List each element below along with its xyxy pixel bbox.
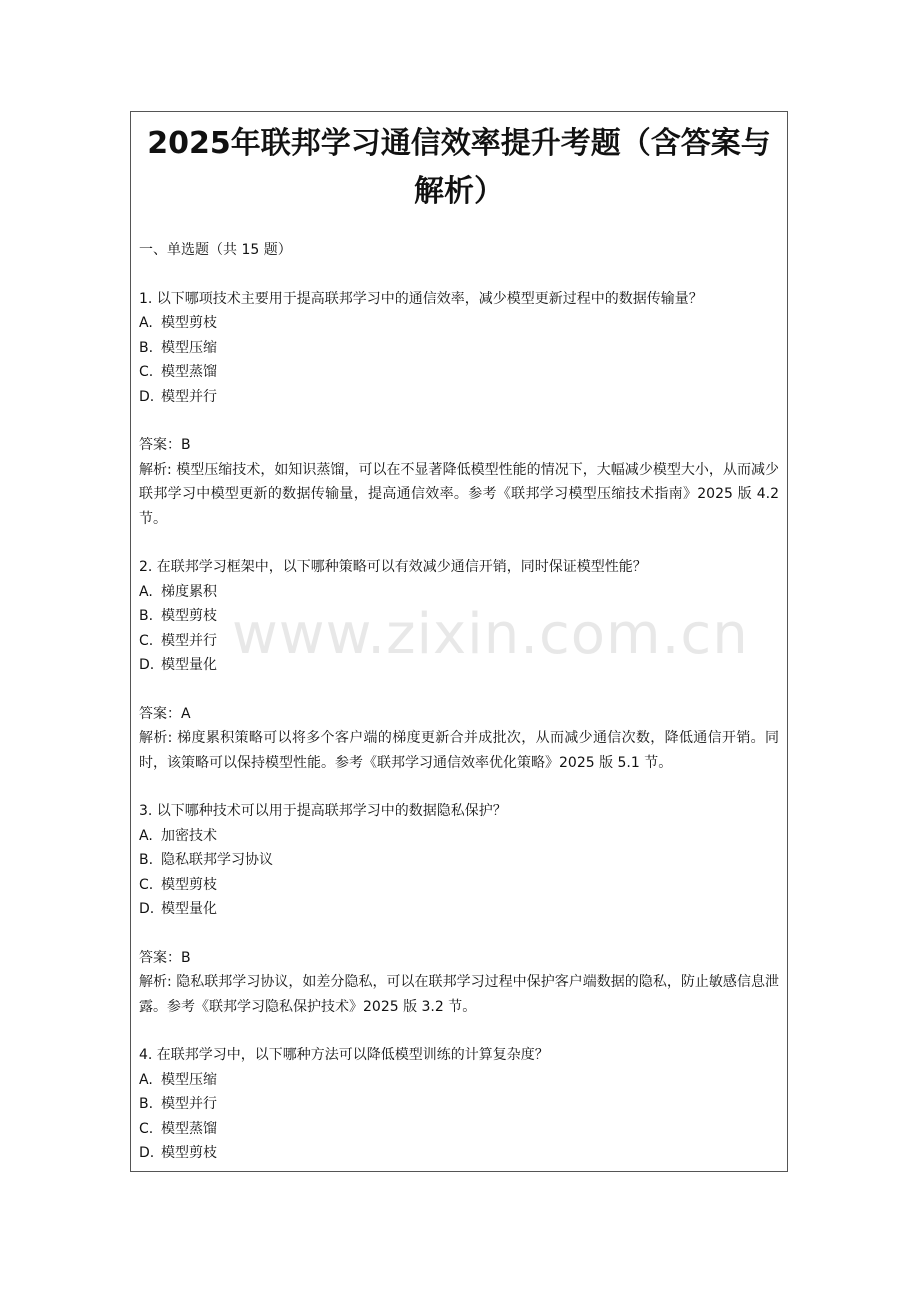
option-letter: C. [139,632,154,649]
question-stem: 2. 在联邦学习框架中，以下哪种策略可以有效减少通信开销，同时保证模型性能？ [139,559,647,575]
option-a [139,1068,779,1093]
option-c [139,360,779,385]
option-letter: B. [139,339,154,356]
option-text: 模型压缩 [161,1071,217,1088]
option-letter: C. [139,364,154,380]
option-d [139,1141,779,1166]
option-text: 模型量化 [161,901,217,917]
question-4 [139,1043,779,1166]
answer-text: 答案：A [139,705,191,722]
option-c [139,873,779,898]
option-letter: D. [139,657,155,673]
option-letter: C. [139,876,154,893]
option-letter: D. [139,388,155,405]
question-stem: 1. 以下哪项技术主要用于提高联邦学习中的通信效率，减少模型更新过程中的数据传输量？ [139,290,703,307]
option-text: 模型量化 [161,657,217,673]
option-text: 模型剪枝 [161,876,217,893]
option-text: 模型压缩 [161,339,217,356]
option-text: 模型并行 [161,632,217,649]
question-2 [139,555,779,775]
option-text: 模型并行 [161,388,217,405]
option-letter: D. [139,1145,155,1161]
question-3 [139,799,779,1019]
question-1 [139,287,779,532]
question-stem: 4. 在联邦学习中，以下哪种方法可以降低模型训练的计算复杂度？ [139,1047,549,1063]
option-a [139,311,779,336]
option-text: 模型剪枝 [161,1145,217,1161]
option-c [139,1117,779,1142]
answer-block [139,702,779,776]
option-text: 模型并行 [161,1096,217,1112]
answer-text: 答案：B [139,437,191,453]
option-a [139,580,779,605]
option-b [139,336,779,361]
option-text: 隐私联邦学习协议 [161,852,273,868]
option-letter: A. [139,315,153,331]
option-a [139,824,779,849]
answer-block [139,433,779,531]
option-text: 模型蒸馏 [161,1120,217,1137]
option-text: 梯度累积 [161,583,217,600]
section-heading: 一、单选题（共 15 题） [139,242,292,258]
analysis-text: 解析: 梯度累积策略可以将多个客户端的梯度更新合并成批次，从而减少通信次数，降低通信开销。同时，该策略可以保持模型性能。参考《联邦学习通信效率优化策略》2025 版 5.1 节。 [139,730,779,771]
watermark-text: www.zixin.com.cn [232,602,749,667]
option-letter: B. [139,1096,154,1112]
option-text: 模型蒸馏 [161,364,217,380]
option-d [139,385,779,410]
option-letter: D. [139,901,155,917]
option-letter: C. [139,1120,154,1137]
option-c [139,629,779,654]
analysis-text: 解析: 隐私联邦学习协议，如差分隐私，可以在联邦学习过程中保护客户端数据的隐私，防止敏感信息泄露。参考《联邦学习隐私保护技术》2025 版 3.2 节。 [139,974,779,1015]
document-title: 2025年联邦学习通信效率提升考题（含答案与解析） [147,126,771,209]
option-letter: A. [139,583,153,600]
option-text: 加密技术 [161,827,217,844]
question-stem: 3. 以下哪种技术可以用于提高联邦学习中的数据隐私保护？ [139,803,507,819]
option-letter: B. [139,608,154,624]
option-letter: A. [139,1071,153,1088]
option-letter: A. [139,827,153,844]
option-letter: B. [139,852,154,868]
answer-text: 答案：B [139,949,191,966]
option-d [139,653,779,678]
analysis-text: 解析: 模型压缩技术，如知识蒸馏，可以在不显著降低模型性能的情况下，大幅减少模型大小，从而减少联邦学习中模型更新的数据传输量，提高通信效率。参考《联邦学习模型压缩技术指南》2025 版 4.2 节。 [139,461,779,527]
option-text: 模型剪枝 [161,608,217,624]
option-b [139,1092,779,1117]
answer-block [139,946,779,1020]
option-text: 模型剪枝 [161,315,217,331]
option-d [139,897,779,922]
document-body [131,238,787,1166]
document-page [130,111,788,1172]
option-b [139,604,779,629]
option-b [139,848,779,873]
